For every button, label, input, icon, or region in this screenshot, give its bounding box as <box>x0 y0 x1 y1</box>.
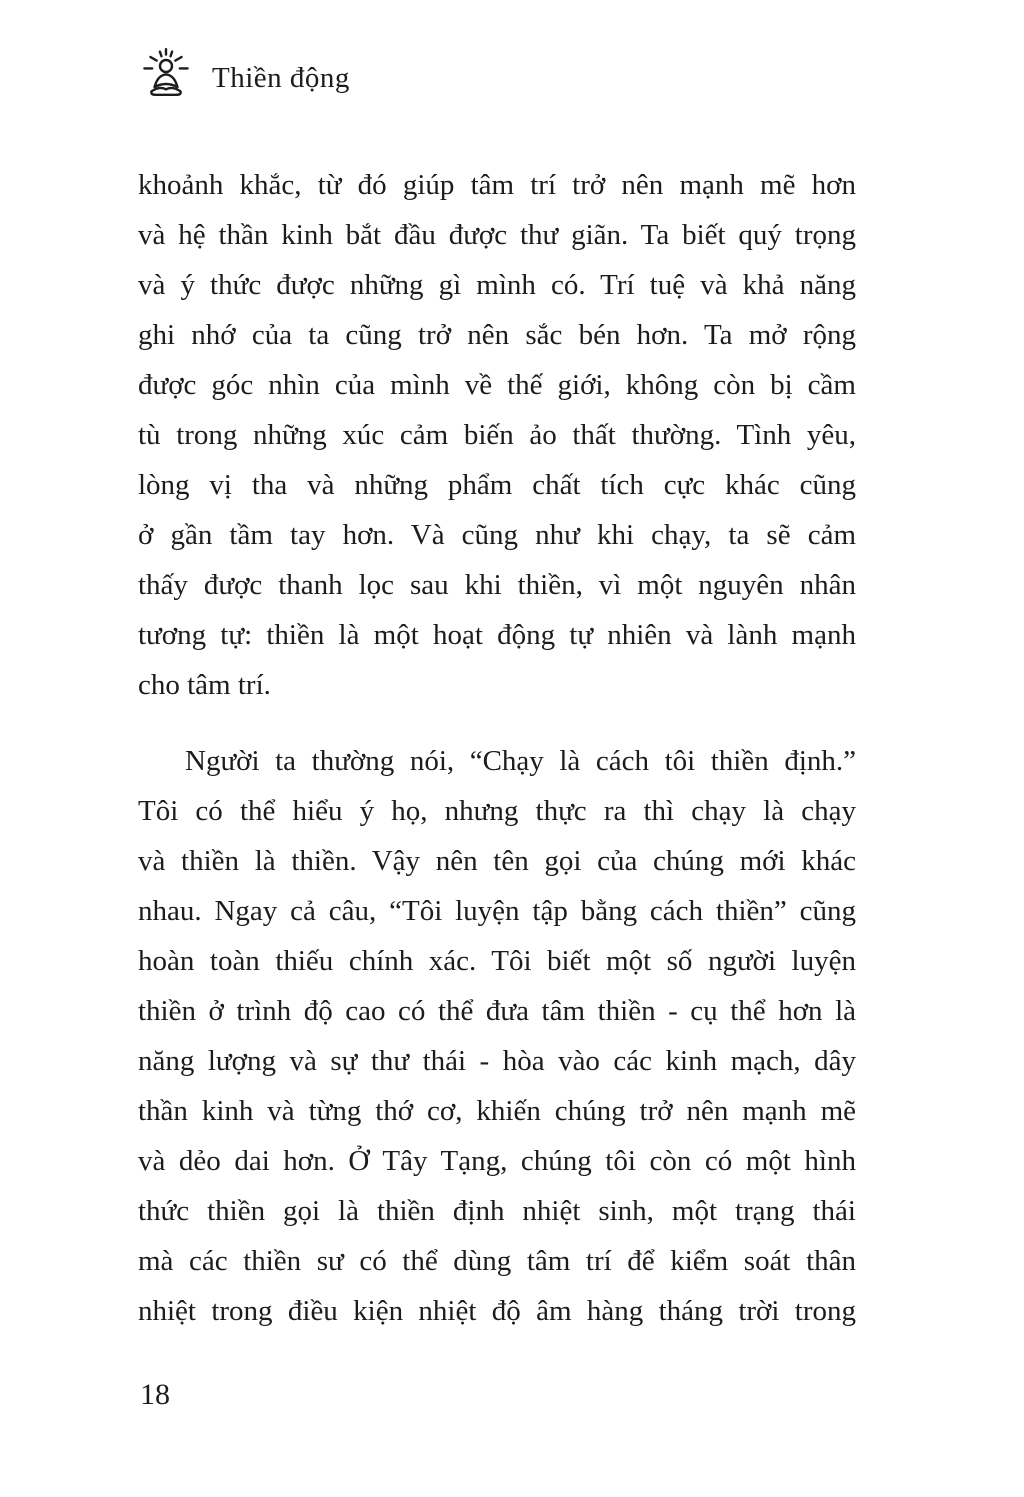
running-header <box>136 46 350 110</box>
text-line: và ý thức được những gì mình có. Trí tuệ và khả năng <box>138 269 856 301</box>
paragraph-2 <box>138 736 856 1336</box>
text-line: khoảnh khắc, từ đó giúp tâm trí trở nên mạnh mẽ hơn <box>138 169 856 201</box>
text-line: năng lượng và sự thư thái - hòa vào các kinh mạch, dây <box>138 1045 856 1077</box>
page-title: Thiền động <box>212 61 350 94</box>
page-number: 18 <box>140 1378 170 1411</box>
text-line: thức thiền gọi là thiền định nhiệt sinh, một trạng thái <box>138 1195 856 1227</box>
text-line: và dẻo dai hơn. Ở Tây Tạng, chúng tôi còn có một hình <box>138 1145 856 1177</box>
text-line: thiền ở trình độ cao có thể đưa tâm thiền - cụ thể hơn là <box>138 995 856 1027</box>
text-line: được góc nhìn của mình về thế giới, không còn bị cầm <box>138 369 856 401</box>
body-text <box>138 160 856 1336</box>
paragraph-1 <box>138 160 856 710</box>
text-line: nhau. Ngay cả câu, “Tôi luyện tập bằng cách thiền” cũng <box>138 895 856 927</box>
text-line: Người ta thường nói, “Chạy là cách tôi thiền định.” <box>185 745 856 777</box>
text-line: thấy được thanh lọc sau khi thiền, vì một nguyên nhân <box>138 569 856 601</box>
text-line: lòng vị tha và những phẩm chất tích cực khác cũng <box>138 469 856 501</box>
text-line: ghi nhớ của ta cũng trở nên sắc bén hơn. Ta mở rộng <box>138 319 856 351</box>
text-line: và hệ thần kinh bắt đầu được thư giãn. Ta biết quý trọng <box>138 219 856 251</box>
text-line: và thiền là thiền. Vậy nên tên gọi của chúng mới khác <box>138 845 856 877</box>
text-line: mà các thiền sư có thể dùng tâm trí để kiểm soát thân <box>138 1245 856 1277</box>
meditating-person-icon <box>136 46 196 110</box>
text-line: tương tự: thiền là một hoạt động tự nhiên và lành mạnh <box>138 619 856 651</box>
text-line: cho tâm trí. <box>138 669 271 701</box>
text-line: tù trong những xúc cảm biến ảo thất thường. Tình yêu, <box>138 419 856 451</box>
text-line: ở gần tầm tay hơn. Và cũng như khi chạy, ta sẽ cảm <box>138 519 856 551</box>
text-line: nhiệt trong điều kiện nhiệt độ âm hàng tháng trời trong <box>138 1295 856 1327</box>
text-line: thần kinh và từng thớ cơ, khiến chúng trở nên mạnh mẽ <box>138 1095 856 1127</box>
text-line: hoàn toàn thiếu chính xác. Tôi biết một số người luyện <box>138 945 856 977</box>
text-line: Tôi có thể hiểu ý họ, nhưng thực ra thì chạy là chạy <box>138 795 856 827</box>
